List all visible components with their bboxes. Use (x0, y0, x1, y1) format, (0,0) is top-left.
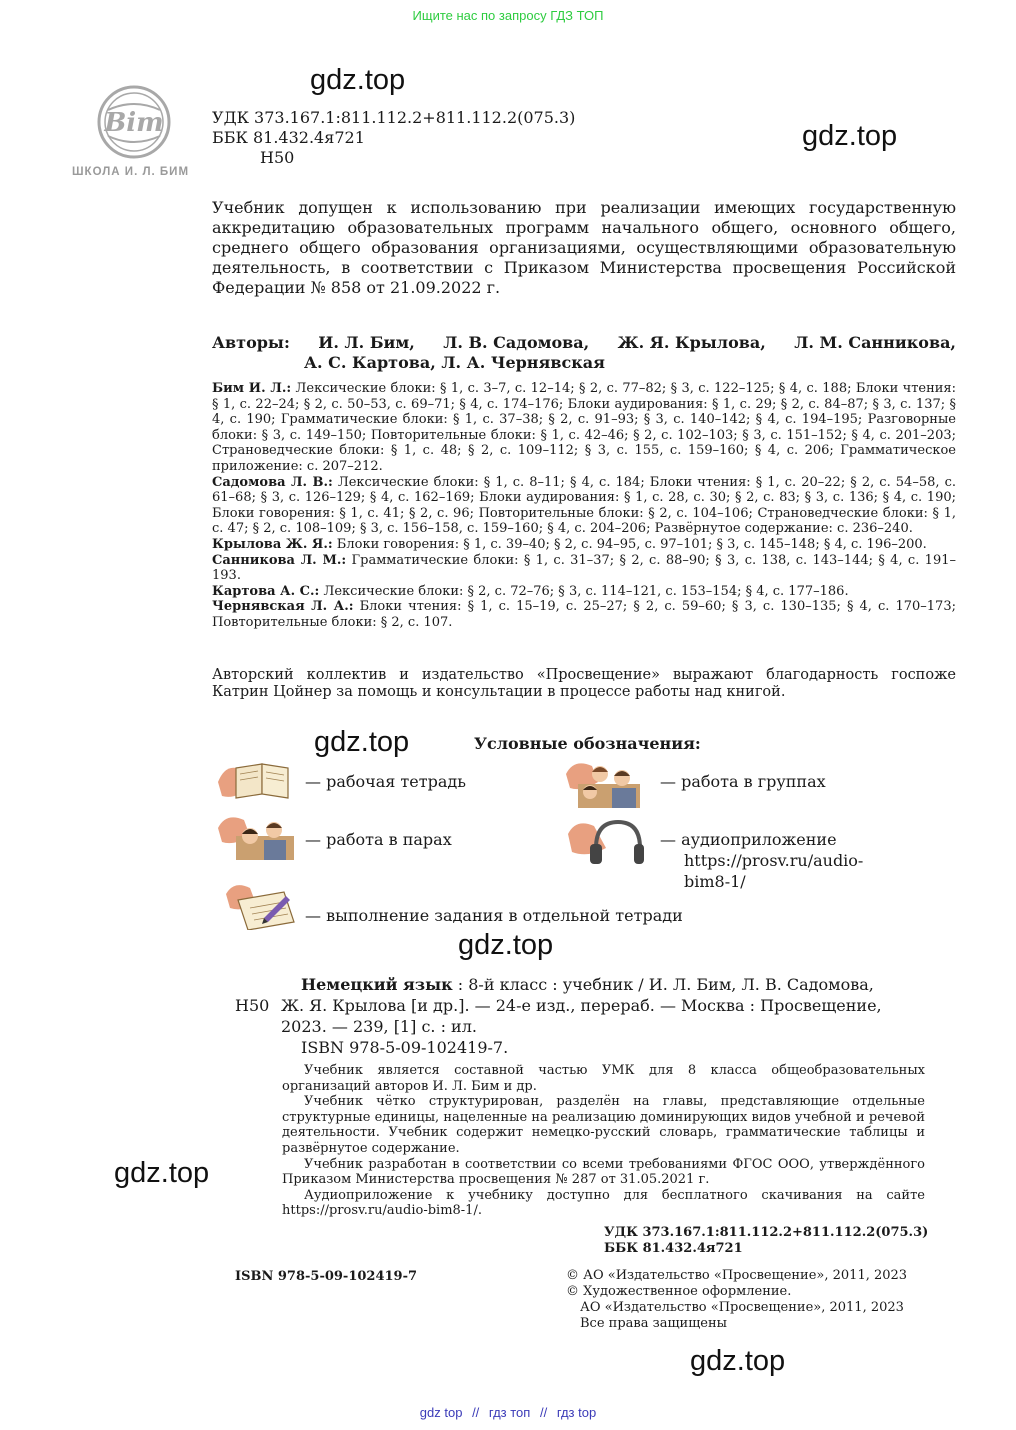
author-mark: Н50 (260, 148, 295, 167)
copyright-line: © Художественное оформление. (566, 1284, 792, 1299)
contributor-name: Садомова Л. В.: (212, 474, 333, 490)
contributor-name: Крылова Ж. Я.: (212, 536, 333, 552)
copyright-line: АО «Издательство «Просвещение», 2011, 2023 (580, 1300, 904, 1315)
audio-link-cont[interactable]: bim8-1/ (684, 872, 746, 891)
authors-label: Авторы: (212, 333, 290, 352)
approval-statement: Учебник допущен к использованию при реализации имеющих государственную аккредитацию образовательных программ начального общего, основного общего, среднего общего образования организациями, осуществляющими образовательную деятельность, в соответствии с Приказом Министерства просвещения Российской Федерации № 858 от 21.09.2022 г. (212, 198, 956, 297)
contribution-item (212, 553, 956, 584)
authors (212, 333, 956, 373)
group-work-icon (564, 756, 644, 808)
contribution-item (212, 584, 956, 600)
book-details: : 8-й класс : учебник / И. Л. Бим, Л. В. Садомова, (452, 975, 874, 994)
school-logo (96, 84, 172, 160)
bbk-code: ББК 81.432.4я721 (212, 128, 365, 147)
author-name: Л. М. Санникова, (794, 333, 956, 352)
watermark: gdz.top (802, 120, 898, 152)
workbook-icon (216, 756, 292, 802)
contribution-item (212, 475, 956, 537)
copyright (566, 1268, 907, 1332)
bottom-link[interactable]: gdz top (419, 1405, 463, 1420)
book-details-line2: Ж. Я. Крылова [и др.]. — 24-е изд., перераб. — Москва : Просвещение, (281, 996, 882, 1015)
legend-pair-work: — работа в парах (305, 830, 452, 849)
contribution-item (212, 381, 956, 475)
separator: // (472, 1405, 480, 1420)
annotation-paragraph: Учебник разработан в соответствии со всеми требованиями ФГОС ООО, утверждённого Приказом Министерства просвещения № 287 от 31.05.2021 г. (282, 1156, 925, 1188)
watermark: gdz.top (314, 726, 410, 758)
udk-code: УДК 373.167.1:811.112.2+811.112.2(075.3) (604, 1225, 929, 1240)
contributor-name: Бим И. Л.: (212, 381, 292, 396)
book-details-line3: 2023. — 239, [1] с. : ил. (281, 1017, 477, 1036)
logo-caption: ШКОЛА И. Л. БИМ (72, 166, 190, 178)
watermark: gdz.top (114, 1157, 210, 1189)
bottom-banner (0, 1405, 1016, 1420)
annotation-paragraph: Учебник чётко структурирован, разделён на главы, представляющие отдельные структурные единицы, нацеленные на реализацию доминирующих видов учебной и речевой деятельности. Учебник содержит немецко-русский словарь, грамматические таблицы и развёрнутое содержание. (282, 1094, 925, 1156)
bottom-classification-codes (604, 1225, 928, 1256)
contribution-text: Лексические блоки: § 2, с. 72–76; § 3, с. 114–121, с. 153–154; § 4, с. 177–186. (319, 583, 849, 599)
contribution-text: Лексические блоки: § 1, с. 8–11; § 4, с. 184; Блоки чтения: § 1, с. 20–22; § 2, с. 54–58, с. 61–68; § 3, с. 126–129; § 4, с. 162–169; Блоки аудирования: § 1, с. 28, с. 30; § 2, с. 83; § 3, с. 136; § 4, с. 190; Блоки говорения: § 1, с. 41; § 2, с. 96; Повторительные блоки: § 2, с. 104–106; Страноведческие блоки: § 1, с. 47; § 2, с. 108–109; § 3, с. 156–158, с. 159–160; § 4, с. 204–206; Развёрнутое содержание: с. 236–240. (212, 474, 956, 537)
top-banner[interactable]: Ищите нас по запросу ГДЗ ТОП (412, 8, 604, 23)
contribution-item (212, 537, 956, 553)
legend-title: Условные обозначения: (474, 734, 701, 753)
pair-work-icon (216, 810, 296, 860)
bottom-link[interactable]: гдз top (556, 1405, 597, 1420)
annotation-paragraph: Аудиоприложение к учебнику доступно для бесплатного скачивания на сайте https://prosv.ru/audio-bim8-1/. (282, 1187, 925, 1219)
separator: // (539, 1405, 548, 1420)
bbk-code: ББК 81.432.4я721 (604, 1240, 743, 1256)
contribution-text: Лексические блоки: § 1, с. 3–7, с. 12–14; § 2, с. 77–82; § 3, с. 122–125; § 4, с. 188; Блоки чтения: § 1, с. 22–24; § 2, с. 50–53, с. 69–71; § 4, с. 174–176; Блоки аудирования: § 1, с. 29; § 2, с. 84–87; § 3, с. 137; § 4, с. 190; Грамматические блоки: § 1, с. 37–38; § 2, с. 91–93; § 3, с. 140–142; § 4, с. 194–195; Разговорные блоки: § 3, с. 149–150; Повторительные блоки: § 1, с. 42–46; § 2, с. 102–103; § 3, с. 151–152; § 4, с. 201–203; Страноведческие блоки: § 1, с. 48; § 2, с. 109–112; § 3, с. 155, с. 159–160; § 4, с. 206; Грамматическое приложение: с. 207–212. (212, 381, 956, 474)
book-isbn: ISBN 978-5-09-102419-7. (301, 1038, 509, 1057)
contributor-name: Чернявская Л. А.: (212, 599, 354, 615)
copyright-line: Все права защищены (580, 1316, 727, 1331)
watermark: gdz.top (458, 929, 554, 961)
contribution-text: Грамматические блоки: § 1, с. 31–37; § 2, с. 88–90; § 3, с. 138, с. 143–144; § 4, с. 191–193. (212, 552, 956, 584)
author-name: Ж. Я. Крылова, (617, 333, 766, 352)
acknowledgement: Авторский коллектив и издательство «Просвещение» выражают благодарность госпоже Катрин Цойнер за помощь и консультации в процессе работы над книгой. (212, 667, 956, 700)
book-title: Немецкий язык (301, 975, 453, 994)
legend-audio-text: — аудиоприложение (660, 830, 837, 849)
contribution-text: Блоки говорения: § 1, с. 39–40; § 2, с. 94–95, с. 97–101; § 3, с. 145–148; § 4, с. 196–200. (332, 536, 927, 552)
author-mark: Н50 (235, 996, 270, 1015)
copyright-line: © АО «Издательство «Просвещение», 2011, 2023 (566, 1268, 908, 1283)
udk-code: УДК 373.167.1:811.112.2+811.112.2(075.3) (212, 108, 576, 127)
contributor-name: Картова А. С.: (212, 583, 320, 599)
contributions (212, 381, 956, 631)
legend-workbook: — рабочая тетрадь (305, 772, 466, 791)
author-name: И. Л. Бим, (318, 333, 415, 352)
contribution-item (212, 599, 956, 630)
author-name: Л. В. Садомова, (443, 333, 590, 352)
svg-text:Bim: Bim (104, 108, 164, 138)
classification-codes (212, 108, 575, 168)
annotation (282, 1063, 925, 1219)
watermark: gdz.top (310, 64, 406, 96)
authors-row2: А. С. Картова, Л. А. Чернявская (304, 353, 605, 372)
legend-group-work: — работа в группах (660, 772, 826, 791)
bim-seal-icon (96, 84, 172, 160)
watermark: gdz.top (690, 1345, 786, 1377)
annotation-paragraph: Учебник является составной частью УМК для 8 класса общеобразовательных организаций авторов И. Л. Бим и др. (282, 1063, 925, 1094)
bibliographic-record (235, 974, 925, 1064)
legend-separate-notebook: — выполнение задания в отдельной тетради (305, 906, 683, 925)
isbn: ISBN 978-5-09-102419-7 (235, 1269, 418, 1284)
bottom-link[interactable]: гдз топ (488, 1405, 531, 1420)
legend-audio (660, 829, 863, 892)
headphones-icon (566, 814, 646, 870)
contributor-name: Санникова Л. М.: (212, 552, 347, 568)
notebook-writing-icon (224, 878, 298, 930)
audio-link[interactable]: https://prosv.ru/audio- (684, 851, 864, 870)
contribution-text: Блоки чтения: § 1, с. 15–19, с. 25–27; § 2, с. 59–60; § 3, с. 130–135; § 4, с. 170–173; Повторительные блоки: § 2, с. 107. (212, 599, 956, 630)
